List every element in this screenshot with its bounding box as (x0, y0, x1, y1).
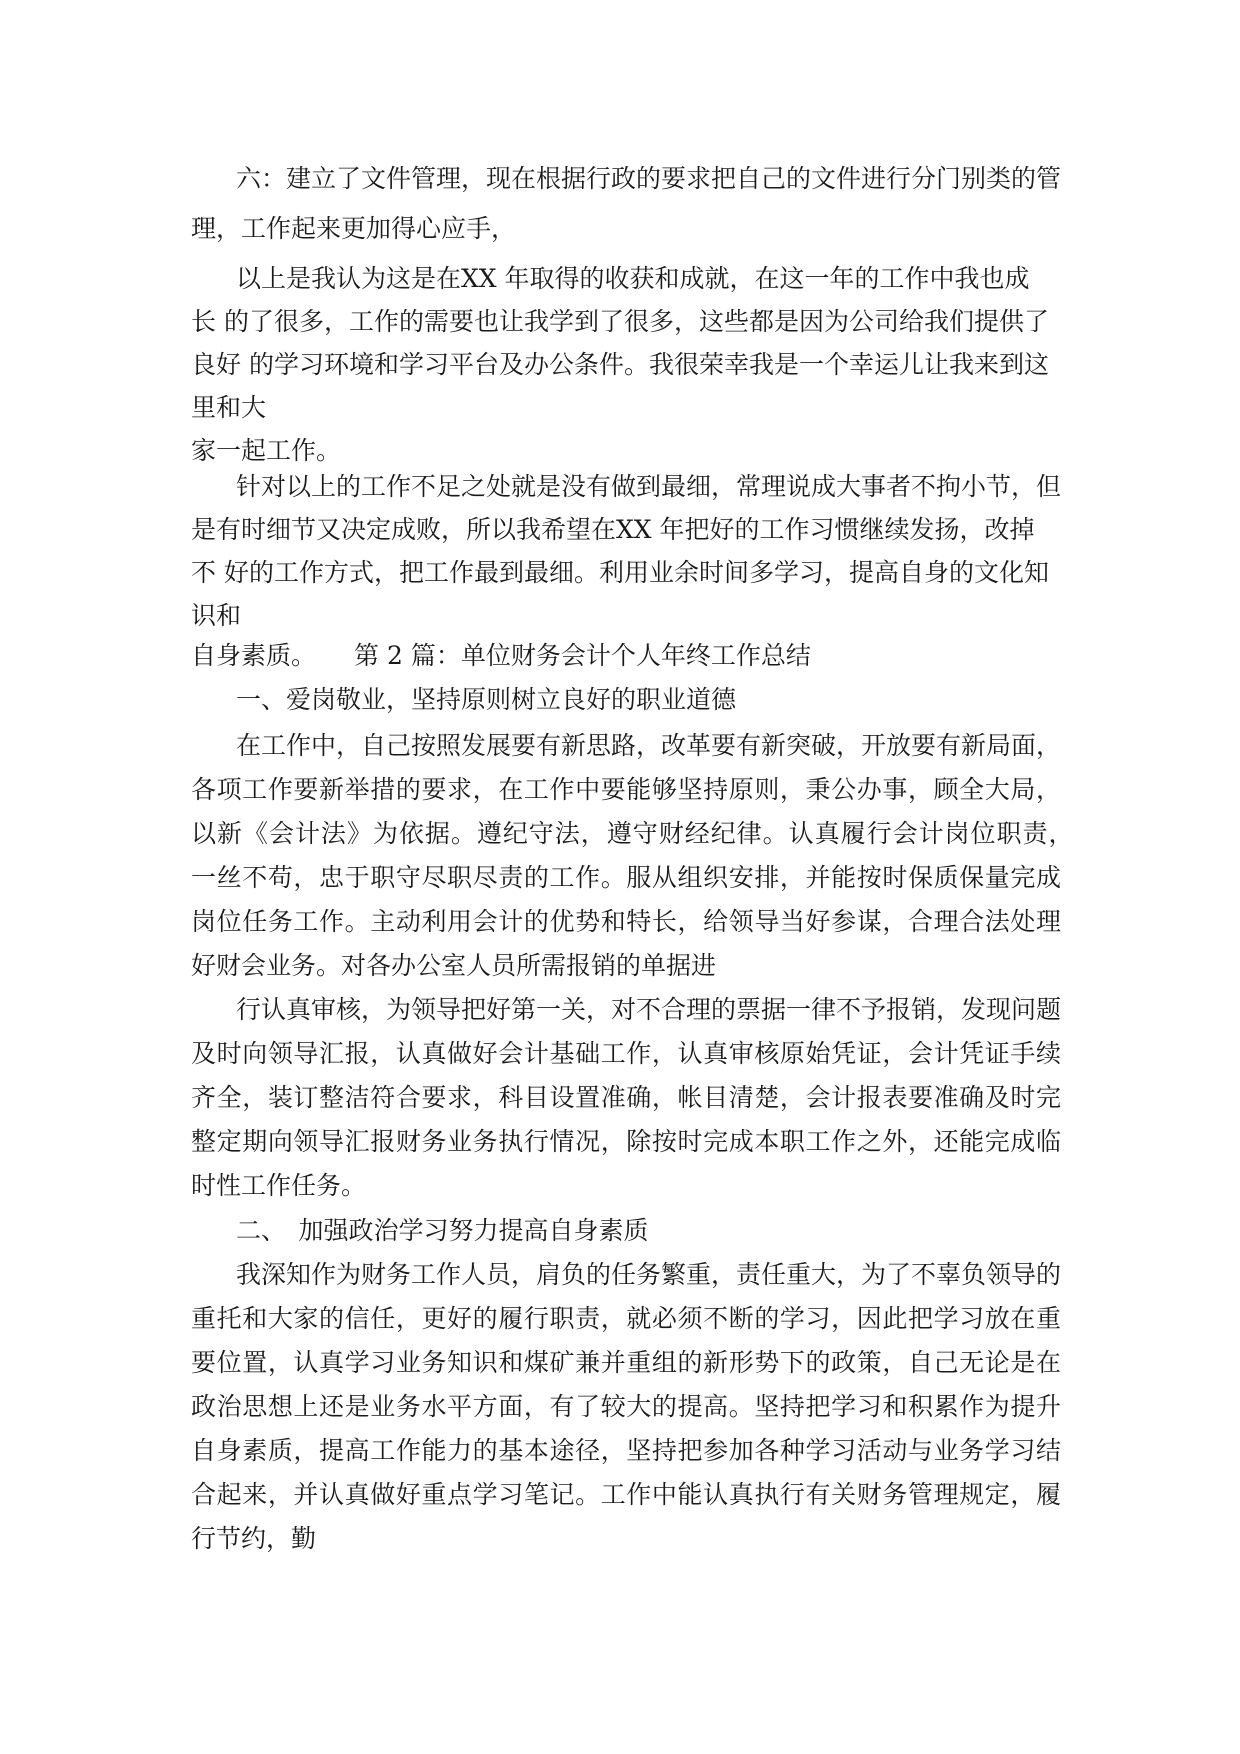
paragraph-line: 针对以上的工作不足之处就是没有做到最细，常理说成大事者不拘小节，但 (236, 472, 1062, 501)
paragraph-line: 不 好的工作方式，把工作最到最细。利用业余时间多学习，提高自身的文化知 (191, 558, 1049, 587)
paragraph-line: 里和大 (191, 393, 267, 422)
paragraph-line: 长 的了很多，工作的需要也让我学到了很多，这些都是因为公司给我们提供了 (191, 307, 1049, 336)
paragraph-line: 家一起工作。 (191, 436, 342, 465)
paragraph-political-study: 我深知作为财务工作人员，肩负的任务繁重，责任重大，为了不辜负领导的重托和大家的信任，更好的履行职责，就必须不断的学习，因此把学习放在重要位置，认真学习业务知识和煤矿兼并重组的新形势下的政策，自己无论是在政治思想上还是业务水平方面，有了较大的提高。坚持把学习和积累作为提升自身素质，提高工作能力的基本途径，坚持把参加各种学习活动与业务学习结合起来，并认真做好重点学习笔记。工作中能认真执行有关财务管理规定，履行节约，勤 (191, 1260, 1062, 1553)
article-title: 第 2 篇：单位财务会计个人年终工作总结 (354, 641, 811, 670)
section-heading-2: 二、 加强政治学习努力提高自身素质 (236, 1216, 649, 1245)
section-break-line (191, 634, 811, 678)
paragraph-achievements (191, 257, 1061, 472)
paragraph-line: 以上是我认为这是在XX 年取得的收获和成就，在这一年的工作中我也成 (236, 264, 1030, 293)
paragraph-file-management: 六：建立了文件管理，现在根据行政的要求把自己的文件进行分门别类的管理，工作起来更加得心应手， (191, 164, 1062, 243)
paragraph-work-principles: 在工作中，自己按照发展要有新思路，改革要有新突破，开放要有新局面，各项工作要新举措的要求，在工作中要能够坚持原则，秉公办事，顾全大局，以新《会计法》为依据。遵纪守法，遵守财经纪律。认真履行会计岗位职责， 一丝不苟，忠于职守尽职尽责的工作。服从组织安排，并能按时保质保量完成岗位任务工作。主动利用会计的优势和特长，给领导当好参谋，合理合法处理好财会业务。对各办公室人员所需报销的单据进 (191, 731, 1087, 980)
paragraph-line: 是有时细节又决定成败，所以我希望在XX 年把好的工作习惯继续发扬，改掉 (191, 515, 1035, 544)
paragraph-line: 良好 的学习环境和学习平台及办公条件。我很荣幸我是一个幸运儿让我来到这 (191, 350, 1049, 379)
paragraph-line: 识和 (191, 601, 242, 630)
section-heading-1: 一、爱岗敬业，坚持原则树立良好的职业道德 (236, 685, 737, 714)
paragraph-audit-work: 行认真审核，为领导把好第一关，对不合理的票据一律不予报销，发现问题及时向领导汇报，认真做好会计基础工作，认真审核原始凭证，会计凭证手续齐全，装订整洁符合要求，科目设置准确，帐目清楚，会计报表要准确及时完整定期向领导汇报财务业务执行情况，除按时完成本职工作之外，还能完成临时性工作任务。 (191, 995, 1062, 1200)
paragraph-shortcomings (191, 465, 1061, 637)
paragraph-end-text: 自身素质。 (191, 641, 317, 670)
